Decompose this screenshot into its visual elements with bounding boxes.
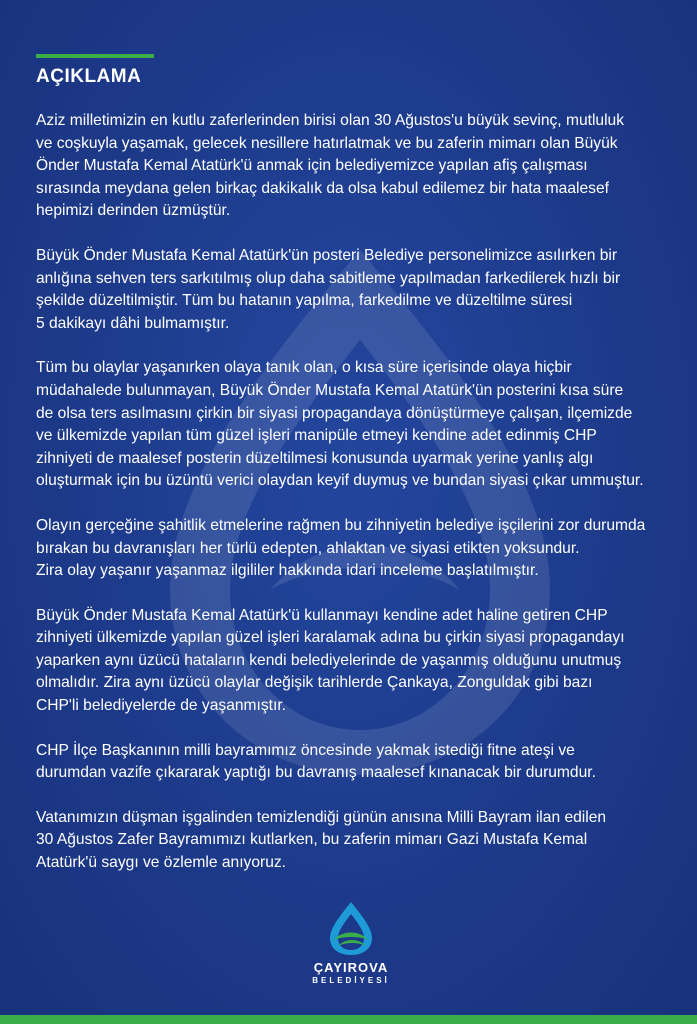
municipality-logo — [310, 900, 392, 985]
logo-subtitle: BELEDİYESİ — [312, 976, 390, 985]
paragraph-5: Büyük Önder Mustafa Kemal Atatürk'ü kullanmayı kendine adet haline getiren CHP zihniyeti ülkemizde yapılan güzel işleri karalamak adına bu çirkin siyasi propagandayı yaparken aynı üzücü hataların kendi belediyelerinde de yaşanmış olduğunu unutmuş olmalıdır. Zira aynı üzücü olaylar değişik tarihlerde Çankaya, Zonguldak gibi bazı CHP'li belediyelerde de yaşanmıştır. — [36, 606, 625, 715]
logo-name: ÇAYIROVA — [313, 960, 389, 975]
paragraph-3: Tüm bu olaylar yaşanırken olaya tanık olan, o kısa süre içerisinde olaya hiçbir müdahalede bulunmayan, Büyük Önder Mustafa Kemal Atatürk'ün posterini kısa süre de olsa ters asılmasını çirkin bir siyasi propagandaya dönüştürmeye çalışan, ilçemizde ve ülkemizde yapılan tüm güzel işleri manipüle etmeyi kendine adet edinmiş CHP zihniyeti de maalesef posterin düzeltilmesi konusunda uyarmak yerine yanlış algı oluşturmak için bu üzüntü verici olaydan keyif duymuş ve bundan siyasi çıkar ummuştur. — [36, 359, 644, 490]
paragraph-4: Olayın gerçeğine şahitlik etmelerine rağmen bu zihniyetin belediye işçilerini zor durumda bırakan bu davranışları her türlü edepten, ahlaktan ve siyasi etikten yoksundur. Zira olay yaşanır yaşanmaz ilgililer hakkında idari inceleme başlatılmıştır. — [36, 516, 646, 580]
paragraph-1: Aziz milletimizin en kutlu zaferlerinden birisi olan 30 Ağustos'u büyük sevinç, mutluluk ve coşkuyla yaşamak, gelecek nesillere hatırlatmak ve bu zaferin mimarı olan Büyük Önder Mustafa Kemal Atatürk'ü anmak için belediyemizce yapılan afiş çalışması sırasında meydana gelen birkaç dakikalık da olsa kabul edilemez bir hata maalesef hepimizi derinden üzmüştür. — [36, 112, 625, 220]
statement-body — [36, 110, 676, 897]
paragraph-2: Büyük Önder Mustafa Kemal Atatürk'ün posteri Belediye personelimizce asılırken bir anlığına sehven ters sarkıtılmış olup daha sabitleme yapılmadan farkedilerek hızlı bir şekilde düzeltilmiştir. Tüm bu hatanın yapılma, farkedilme ve düzeltilme süresi 5 dakikayı dâhi bulmamıştır. — [36, 246, 621, 332]
paragraph-6: CHP İlçe Başkanının milli bayramımız öncesinde yakmak istediği fitne ateşi ve durumdan vazife çıkararak yaptığı bu davranış maalesef kınanacak bir durumdur. — [36, 741, 596, 782]
water-drop-logo-icon — [328, 900, 374, 956]
paragraph-7: Vatanımızın düşman işgalinden temizlendiği günün anısına Milli Bayram ilan edilen 30 Ağustos Zafer Bayramımızı kutlarken, bu zaferin mimarı Gazi Mustafa Kemal Atatürk'ü saygı ve özlemle anıyoruz. — [36, 808, 607, 872]
page-title: AÇIKLAMA — [36, 66, 142, 87]
bottom-accent-bar — [0, 1015, 697, 1024]
title-accent-rule — [36, 54, 154, 58]
